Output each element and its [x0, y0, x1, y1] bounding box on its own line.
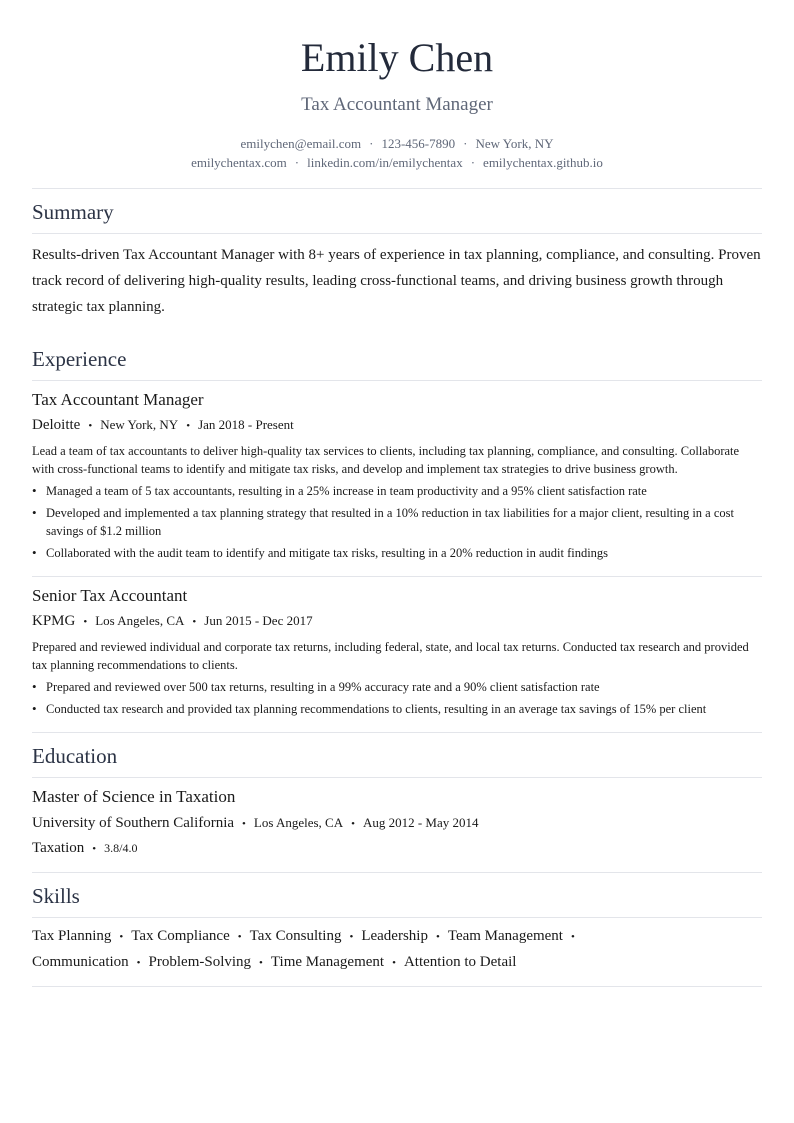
education-detail [32, 837, 762, 860]
divider [32, 986, 762, 987]
bullet-separator: • [136, 957, 141, 969]
company-name: Deloitte [32, 417, 81, 433]
education-meta [32, 812, 762, 835]
experience-section [32, 336, 762, 733]
school-location: Los Angeles, CA [253, 815, 344, 830]
skill-item: Tax Compliance [131, 928, 230, 944]
github-link[interactable]: emilychentax.github.io [483, 155, 603, 170]
job-meta [32, 415, 762, 436]
skills-section [32, 873, 762, 987]
bullet-separator: • [351, 818, 355, 830]
job-entry [32, 577, 762, 732]
bullet-separator: • [349, 931, 354, 943]
skill-item: Attention to Detail [403, 954, 517, 970]
contact-line-primary [32, 134, 762, 153]
phone-number: 123-456-7890 [381, 136, 456, 151]
job-meta [32, 611, 762, 632]
degree-name: Master of Science in Taxation [32, 787, 236, 806]
email-link[interactable]: emilychen@email.com [240, 136, 362, 151]
achievement-item: • Conducted tax research and provided tax planning recommendations to clients, resulting in an average tax savings of 15% per client [32, 700, 762, 718]
skills-heading: Skills [32, 884, 80, 908]
bullet-separator: • [119, 931, 124, 943]
linkedin-link[interactable]: linkedin.com/in/emilychentax [307, 155, 463, 170]
achievement-item: • Managed a team of 5 tax accountants, resulting in a 25% increase in team productivity and a 95% client satisfaction rate [32, 482, 762, 500]
achievement-item: • Prepared and reviewed over 500 tax returns, resulting in a 99% accuracy rate and a 90% client satisfaction rate [32, 678, 762, 696]
skill-item: Tax Consulting [249, 928, 342, 944]
summary-section [32, 189, 762, 320]
location-text: New York, NY [475, 136, 554, 151]
candidate-name: Emily Chen [300, 35, 494, 80]
bullet-separator: • [570, 931, 575, 943]
education-entry [32, 778, 762, 872]
bullet-separator: • [186, 420, 191, 432]
experience-heading: Experience [32, 347, 127, 371]
bullet-separator: • [192, 616, 197, 628]
bullet-separator: • [259, 957, 263, 969]
divider [32, 233, 762, 234]
separator: · [463, 136, 468, 151]
achievement-list [32, 678, 762, 718]
contact-line-secondary [32, 153, 762, 172]
bullet-separator: • [88, 420, 93, 432]
education-dates: Aug 2012 - May 2014 [362, 815, 479, 830]
skill-item: Problem-Solving [148, 954, 252, 970]
skills-list [32, 918, 762, 986]
company-name: KPMG [32, 613, 76, 629]
bullet-separator: • [92, 843, 97, 855]
gpa-value: 3.8/4.0 [104, 841, 138, 855]
candidate-title: Tax Accountant Manager [301, 94, 493, 115]
separator: · [294, 155, 300, 170]
skill-item: Communication [32, 954, 129, 970]
separator: · [369, 136, 374, 151]
resume-header [32, 0, 762, 172]
skill-item: Leadership [361, 928, 428, 944]
achievement-item: • Collaborated with the audit team to identify and mitigate tax risks, resulting in a 20% reduction in audit findings [32, 544, 762, 562]
job-dates: Jun 2015 - Dec 2017 [204, 613, 313, 628]
skill-item: Tax Planning [32, 928, 112, 944]
education-section [32, 733, 762, 873]
skill-item: Team Management [447, 928, 563, 944]
job-description: Lead a team of tax accountants to deliver high-quality tax services to clients, including tax planning, compliance, and consulting. Collaborate with cross-functional teams to identify and mitigate tax risks, and develop and implement tax strategies to drive business growth. [32, 444, 740, 476]
bullet-separator: • [237, 931, 242, 943]
job-title: Senior Tax Accountant [32, 586, 188, 605]
skill-item: Time Management [270, 954, 385, 970]
summary-text: Results-driven Tax Accountant Manager with 8+ years of experience in tax planning, compliance, and consulting. Proven track record of delivering high-quality results, leading cross-functional teams, and driving business growth through strategic tax planning. [32, 247, 761, 315]
job-location: New York, NY [100, 417, 179, 432]
summary-heading: Summary [32, 200, 114, 224]
separator: · [470, 155, 476, 170]
job-dates: Jan 2018 - Present [198, 417, 294, 432]
website-link[interactable]: emilychentax.com [191, 155, 287, 170]
bullet-separator: • [392, 957, 396, 969]
job-title: Tax Accountant Manager [32, 390, 204, 409]
bullet-separator: • [242, 818, 246, 830]
education-heading: Education [32, 744, 118, 768]
achievement-list [32, 482, 762, 562]
job-location: Los Angeles, CA [95, 613, 185, 628]
achievement-item: • Developed and implemented a tax planning strategy that resulted in a 10% reduction in tax liabilities for a major client, resulting in a cost savings of $1.2 million [32, 504, 762, 540]
field-of-study: Taxation [32, 840, 85, 856]
bullet-separator: • [435, 931, 440, 943]
job-description: Prepared and reviewed individual and corporate tax returns, including federal, state, and local tax returns. Conducted tax research and provided tax planning recommendations to clients. [32, 640, 749, 672]
school-name: University of Southern California [32, 815, 235, 831]
job-entry [32, 381, 762, 576]
bullet-separator: • [83, 616, 88, 628]
